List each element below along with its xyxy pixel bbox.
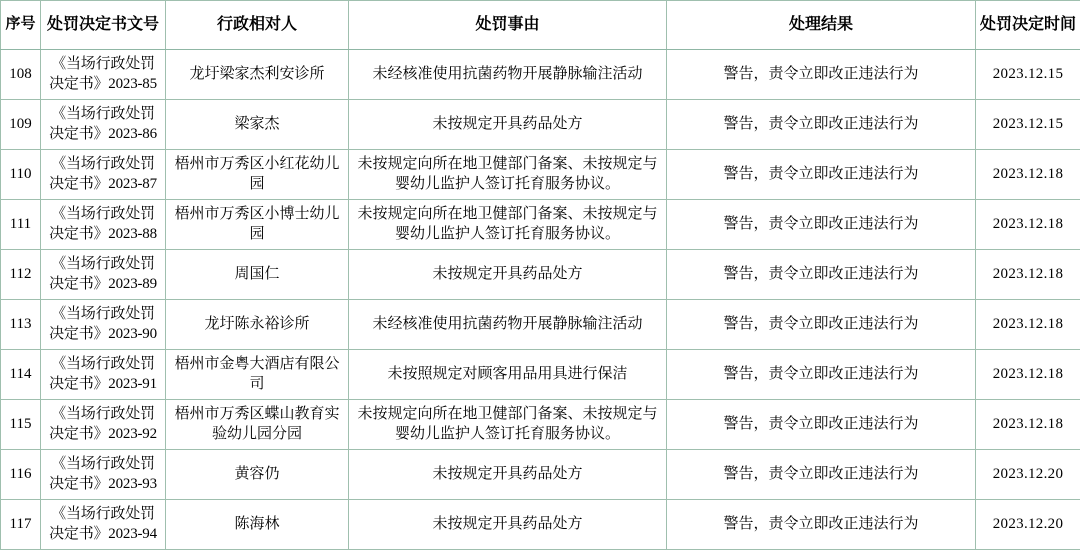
cell-seq: 117: [1, 500, 41, 550]
table-header-row: [1, 1, 1080, 50]
cell-reason: 未按规定向所在地卫健部门备案、未按规定与婴幼儿监护人签订托育服务协议。: [349, 200, 667, 250]
cell-party: 梁家杰: [166, 100, 349, 150]
cell-seq: 111: [1, 200, 41, 250]
cell-seq: 115: [1, 400, 41, 450]
cell-party: 梧州市金粤大酒店有限公司: [166, 350, 349, 400]
table-row: [1, 350, 1080, 400]
cell-party: 梧州市万秀区小红花幼儿园: [166, 150, 349, 200]
table-row: [1, 150, 1080, 200]
cell-reason: 未按规定开具药品处方: [349, 500, 667, 550]
cell-reason: 未按照规定对顾客用品用具进行保洁: [349, 350, 667, 400]
column-header-reason: 处罚事由: [349, 1, 667, 50]
cell-date: 2023.12.18: [976, 400, 1080, 450]
cell-reason: 未经核准使用抗菌药物开展静脉输注活动: [349, 300, 667, 350]
cell-date: 2023.12.18: [976, 350, 1080, 400]
table-body: [1, 50, 1080, 550]
cell-result: 警告，责令立即改正违法行为: [667, 50, 976, 100]
cell-result: 警告，责令立即改正违法行为: [667, 450, 976, 500]
table-row: [1, 400, 1080, 450]
cell-date: 2023.12.18: [976, 250, 1080, 300]
table-row: [1, 450, 1080, 500]
table-header: [1, 1, 1080, 50]
cell-date: 2023.12.15: [976, 100, 1080, 150]
cell-seq: 112: [1, 250, 41, 300]
cell-date: 2023.12.18: [976, 200, 1080, 250]
cell-seq: 110: [1, 150, 41, 200]
cell-doc-no: 《当场行政处罚决定书》2023-89: [41, 250, 166, 300]
cell-seq: 116: [1, 450, 41, 500]
cell-doc-no: 《当场行政处罚决定书》2023-85: [41, 50, 166, 100]
cell-result: 警告，责令立即改正违法行为: [667, 500, 976, 550]
cell-reason: 未按规定开具药品处方: [349, 450, 667, 500]
cell-reason: 未按规定开具药品处方: [349, 100, 667, 150]
cell-doc-no: 《当场行政处罚决定书》2023-93: [41, 450, 166, 500]
cell-reason: 未经核准使用抗菌药物开展静脉输注活动: [349, 50, 667, 100]
cell-party: 黄容仍: [166, 450, 349, 500]
cell-result: 警告，责令立即改正违法行为: [667, 400, 976, 450]
cell-reason: 未按规定向所在地卫健部门备案、未按规定与婴幼儿监护人签订托育服务协议。: [349, 400, 667, 450]
cell-seq: 114: [1, 350, 41, 400]
cell-result: 警告，责令立即改正违法行为: [667, 250, 976, 300]
column-header-party: 行政相对人: [166, 1, 349, 50]
cell-doc-no: 《当场行政处罚决定书》2023-90: [41, 300, 166, 350]
cell-doc-no: 《当场行政处罚决定书》2023-92: [41, 400, 166, 450]
column-header-date: 处罚决定时间: [976, 1, 1080, 50]
column-header-result: 处理结果: [667, 1, 976, 50]
cell-doc-no: 《当场行政处罚决定书》2023-94: [41, 500, 166, 550]
table-row: [1, 200, 1080, 250]
cell-result: 警告，责令立即改正违法行为: [667, 300, 976, 350]
cell-date: 2023.12.20: [976, 500, 1080, 550]
cell-reason: 未按规定开具药品处方: [349, 250, 667, 300]
table-row: [1, 300, 1080, 350]
cell-party: 龙圩陈永裕诊所: [166, 300, 349, 350]
table-row: [1, 250, 1080, 300]
cell-result: 警告，责令立即改正违法行为: [667, 350, 976, 400]
column-header-doc-no: 处罚决定书文号: [41, 1, 166, 50]
cell-party: 龙圩梁家杰利安诊所: [166, 50, 349, 100]
table-row: [1, 100, 1080, 150]
cell-seq: 109: [1, 100, 41, 150]
cell-reason: 未按规定向所在地卫健部门备案、未按规定与婴幼儿监护人签订托育服务协议。: [349, 150, 667, 200]
cell-date: 2023.12.15: [976, 50, 1080, 100]
cell-party: 梧州市万秀区蝶山教育实验幼儿园分园: [166, 400, 349, 450]
cell-date: 2023.12.18: [976, 300, 1080, 350]
cell-result: 警告，责令立即改正违法行为: [667, 150, 976, 200]
cell-doc-no: 《当场行政处罚决定书》2023-91: [41, 350, 166, 400]
cell-party: 陈海林: [166, 500, 349, 550]
cell-doc-no: 《当场行政处罚决定书》2023-86: [41, 100, 166, 150]
cell-seq: 108: [1, 50, 41, 100]
cell-date: 2023.12.18: [976, 150, 1080, 200]
cell-seq: 113: [1, 300, 41, 350]
cell-result: 警告，责令立即改正违法行为: [667, 200, 976, 250]
table-row: [1, 50, 1080, 100]
table-row: [1, 500, 1080, 550]
cell-party: 周国仁: [166, 250, 349, 300]
cell-party: 梧州市万秀区小博士幼儿园: [166, 200, 349, 250]
cell-date: 2023.12.20: [976, 450, 1080, 500]
cell-doc-no: 《当场行政处罚决定书》2023-87: [41, 150, 166, 200]
cell-doc-no: 《当场行政处罚决定书》2023-88: [41, 200, 166, 250]
cell-result: 警告，责令立即改正违法行为: [667, 100, 976, 150]
column-header-seq: 序号: [1, 1, 41, 50]
